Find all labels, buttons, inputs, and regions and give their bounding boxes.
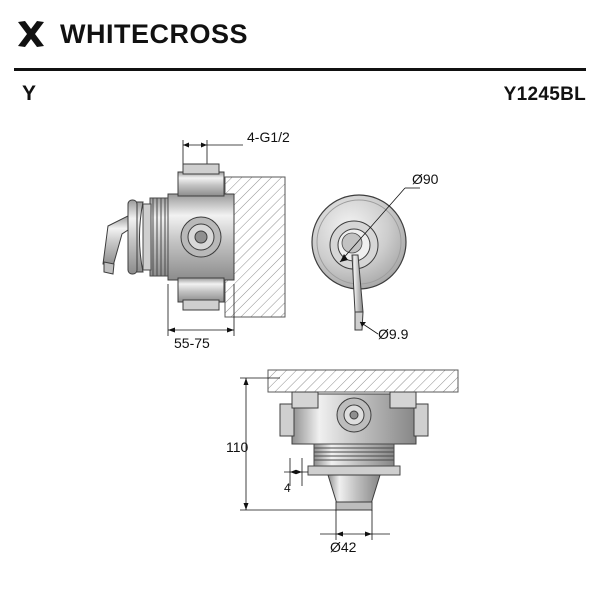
page-header <box>0 0 600 68</box>
dim-55-75: 55-75 <box>174 335 210 351</box>
dim-4-g12: 4-G1/2 <box>247 129 290 145</box>
side-section-view <box>103 129 290 351</box>
dim-4: 4 <box>284 481 291 495</box>
front-face-view <box>312 171 439 342</box>
bottom-section-view <box>226 370 458 555</box>
header-divider <box>14 68 586 71</box>
dim-diameter-42: Ø42 <box>330 539 357 555</box>
technical-drawing <box>0 112 600 600</box>
dim-diameter-9-9: Ø9.9 <box>378 326 409 342</box>
x-cross-logo-icon <box>14 17 48 51</box>
dim-110: 110 <box>226 439 249 455</box>
brand-name: WHITECROSS <box>60 18 249 49</box>
title-row <box>14 82 586 112</box>
model-code: Y1245BL <box>503 84 586 105</box>
dim-diameter-90: Ø90 <box>412 171 439 187</box>
series-label: Y <box>22 82 37 105</box>
